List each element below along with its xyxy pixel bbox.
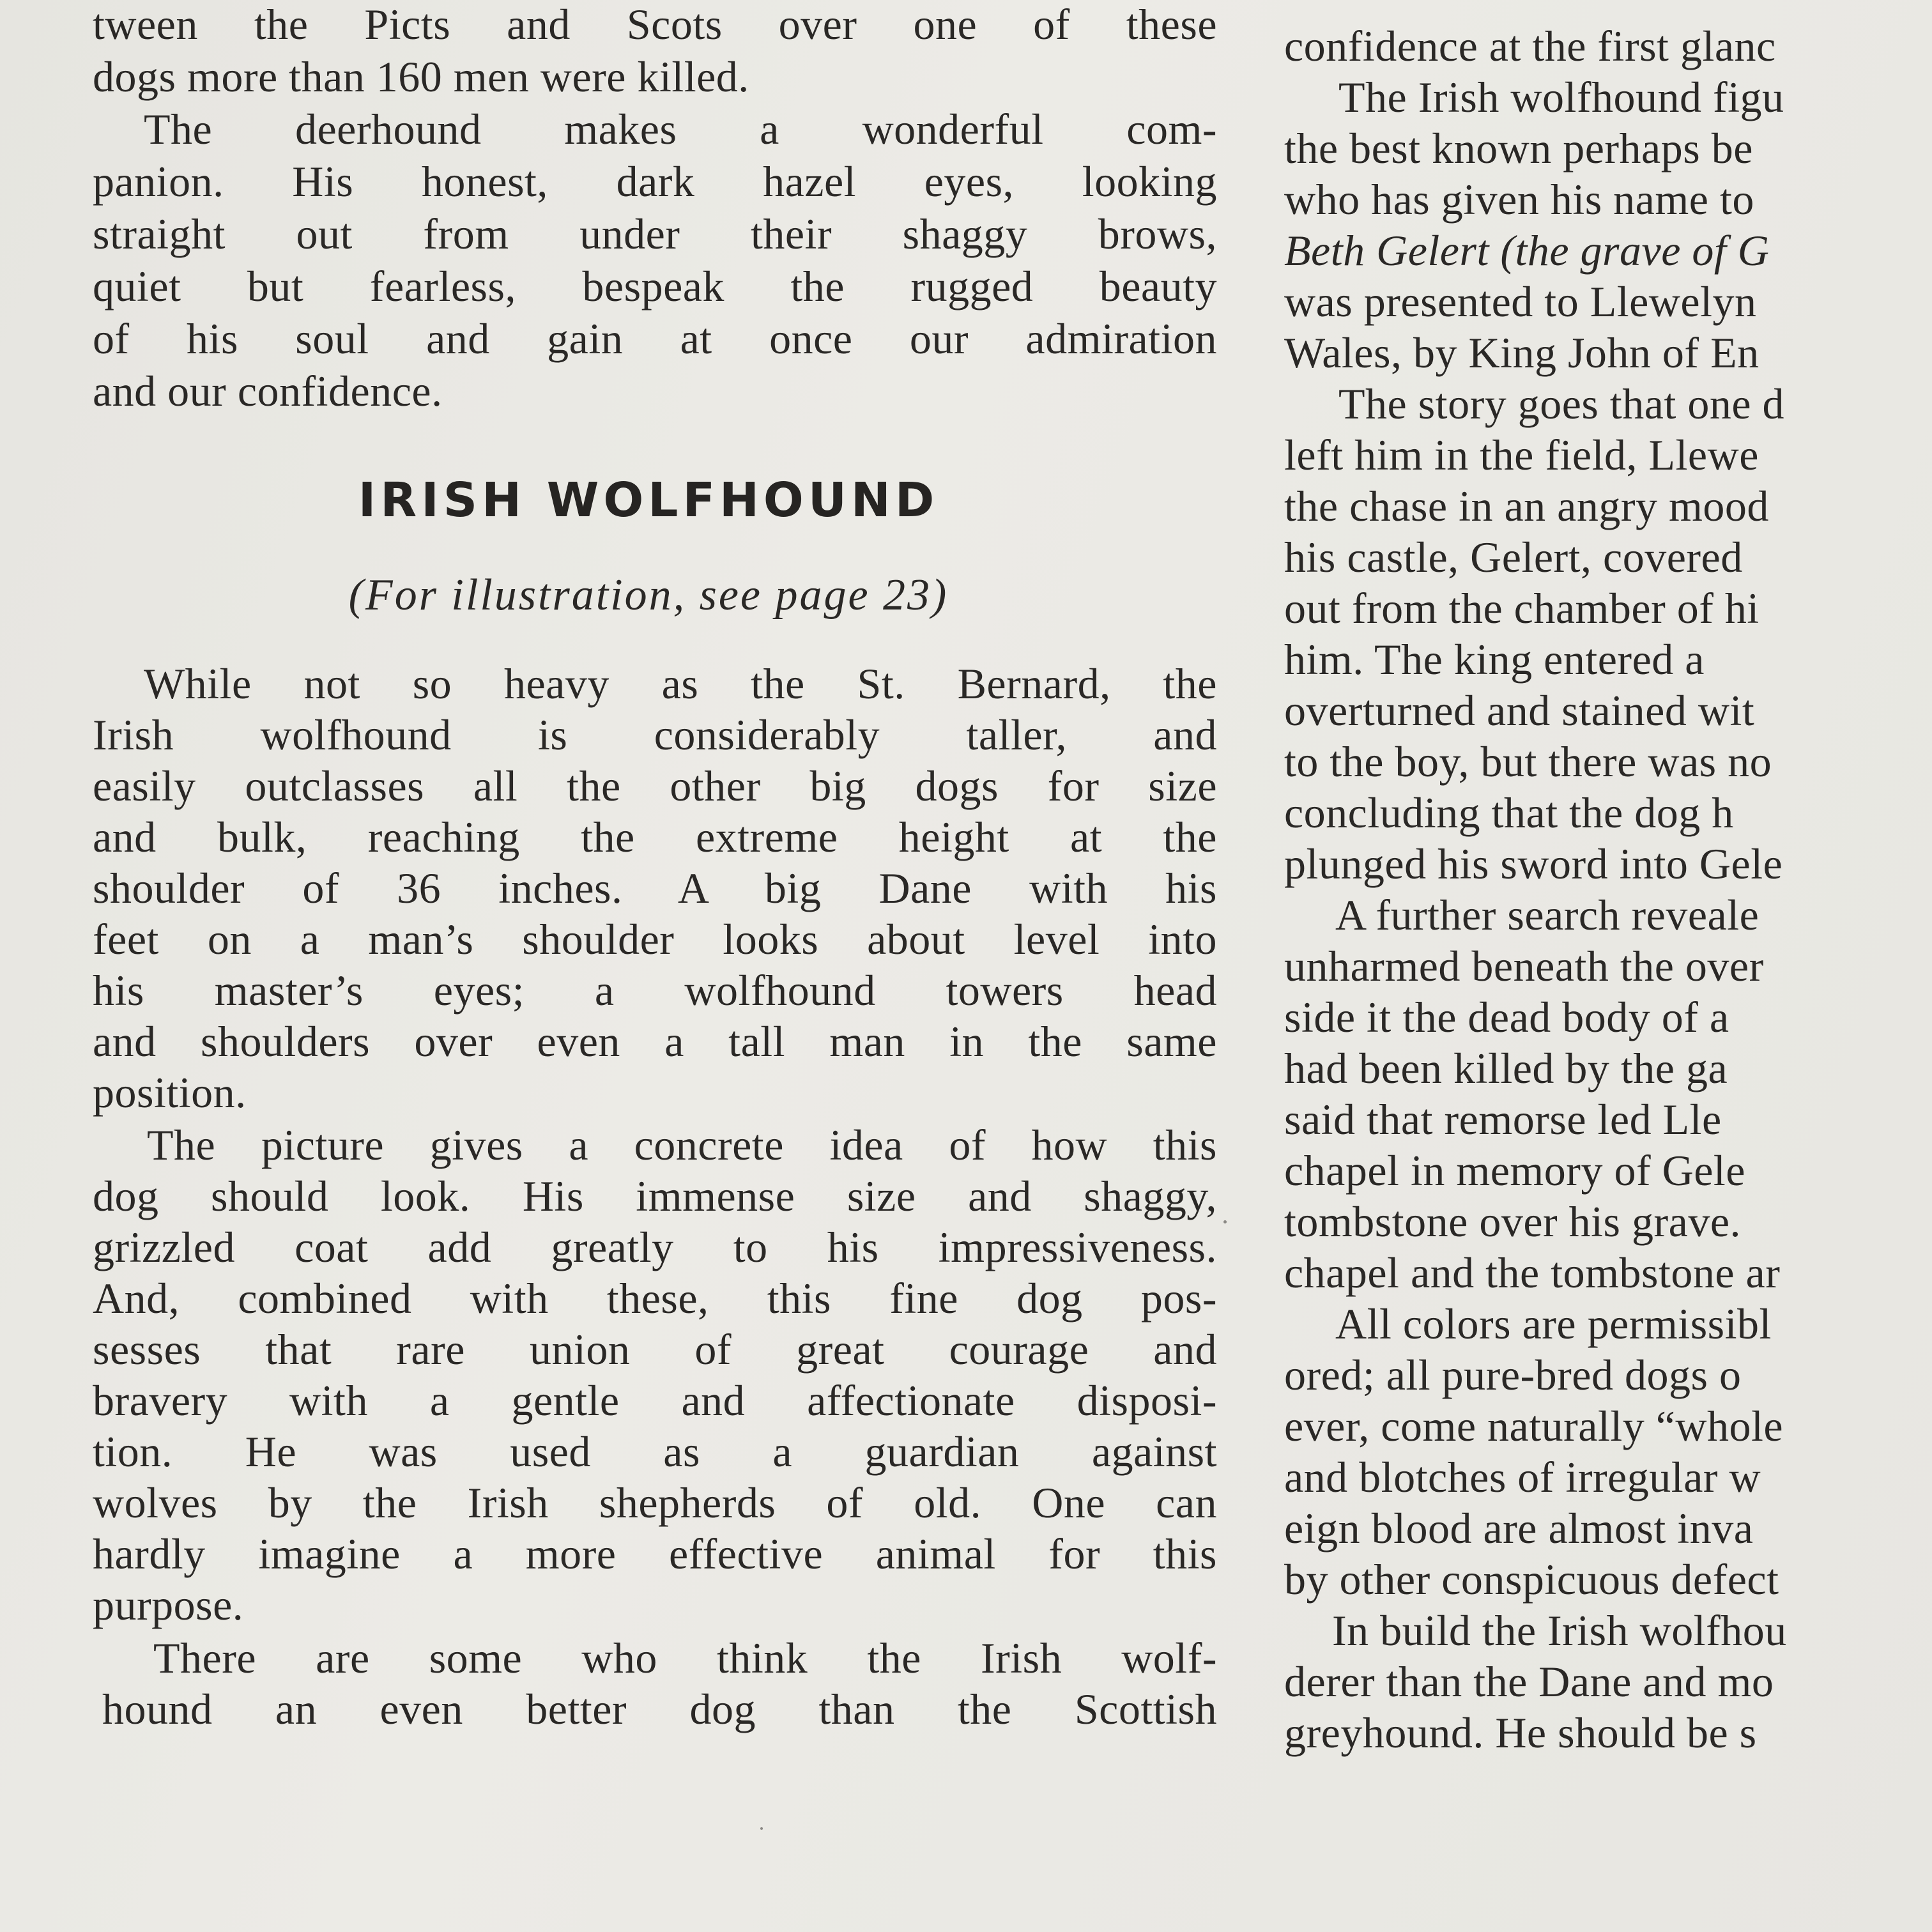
- paragraph-line: sesses that rare union of great courage and: [93, 1325, 1217, 1374]
- text-line: greyhound. He should be s: [1284, 1708, 1757, 1757]
- paragraph-line: bravery with a gentle and affectionate disposi-: [93, 1376, 1217, 1425]
- text-line: by other conspicuous defect: [1284, 1555, 1779, 1604]
- paragraph-line: and bulk, reaching the extreme height at the: [93, 813, 1217, 861]
- section-heading: IRISH WOLFHOUND: [358, 473, 939, 528]
- text-line: left him in the field, Llewe: [1284, 431, 1759, 479]
- paragraph-line: And, combined with these, this fine dog pos-: [93, 1274, 1217, 1322]
- deerhound-paragraph-line: The deerhound makes a wonderful com-: [144, 105, 1217, 153]
- text-line: and blotches of irregular w: [1284, 1453, 1761, 1501]
- text-line: unharmed beneath the over: [1284, 942, 1764, 990]
- paragraph-line: position.: [93, 1068, 247, 1117]
- text-line: said that remorse led Lle: [1284, 1095, 1722, 1144]
- deerhound-paragraph-line: and our confidence.: [93, 367, 443, 415]
- paragraph-line: tion. He was used as a guardian against: [93, 1427, 1217, 1476]
- deerhound-paragraph-line: straight out from under their shaggy brows,: [93, 210, 1217, 258]
- paragraph-line: grizzled coat add greatly to his impressiveness.: [93, 1223, 1217, 1271]
- text-line: concluding that the dog h: [1284, 788, 1734, 837]
- text-line: tween the Picts and Scots over one of these: [93, 0, 1217, 49]
- text-line: confidence at the first glanc: [1284, 22, 1776, 70]
- text-line: A further search reveale: [1335, 891, 1759, 939]
- deerhound-paragraph-line: panion. His honest, dark hazel eyes, looking: [93, 157, 1217, 206]
- paper-speck: [1223, 1220, 1227, 1223]
- text-line: ever, come naturally “whole: [1284, 1402, 1784, 1450]
- paragraph-line: There are some who think the Irish wolf-: [153, 1634, 1217, 1682]
- text-line: the chase in an angry mood: [1284, 482, 1769, 530]
- paragraph-line: While not so heavy as the St. Bernard, the: [144, 659, 1217, 708]
- text-line: chapel and the tombstone ar: [1284, 1248, 1781, 1297]
- paragraph-line: hound an even better dog than the Scottish: [102, 1685, 1217, 1733]
- illustration-note: (For illustration, see page 23): [348, 571, 949, 620]
- text-line: him. The king entered a: [1284, 635, 1705, 684]
- text-line: his castle, Gelert, covered: [1284, 533, 1743, 581]
- text-line: Wales, by King John of En: [1284, 328, 1759, 377]
- paragraph-line: Irish wolfhound is considerably taller, and: [93, 710, 1217, 759]
- paragraph-line: wolves by the Irish shepherds of old. One can: [93, 1478, 1217, 1527]
- text-line: had been killed by the ga: [1284, 1044, 1728, 1092]
- text-line: Beth Gelert (the grave of G: [1284, 226, 1770, 275]
- text-line: In build the Irish wolfhou: [1332, 1606, 1787, 1655]
- deerhound-paragraph-line: quiet but fearless, bespeak the rugged beauty: [93, 262, 1217, 310]
- paper-speck: [760, 1827, 763, 1830]
- text-line: overturned and stained wit: [1284, 686, 1755, 735]
- text-line: dogs more than 160 men were killed.: [93, 52, 749, 101]
- text-line: plunged his sword into Gele: [1284, 839, 1783, 888]
- paragraph-line: dog should look. His immense size and shaggy,: [93, 1172, 1217, 1220]
- text-line: to the boy, but there was no: [1284, 737, 1772, 786]
- paragraph-line: feet on a man’s shoulder looks about level into: [93, 915, 1217, 963]
- text-line: derer than the Dane and mo: [1284, 1657, 1774, 1706]
- text-line: was presented to Llewelyn: [1284, 277, 1757, 326]
- deerhound-paragraph-line: of his soul and gain at once our admiration: [93, 314, 1217, 363]
- text-line: ored; all pure-bred dogs o: [1284, 1351, 1742, 1399]
- paragraph-line: shoulder of 36 inches. A big Dane with his: [93, 864, 1217, 912]
- paragraph-line: and shoulders over even a tall man in the same: [93, 1017, 1217, 1066]
- text-line: chapel in memory of Gele: [1284, 1146, 1745, 1195]
- paragraph-line: purpose.: [93, 1581, 244, 1629]
- text-line: out from the chamber of hi: [1284, 584, 1759, 632]
- text-line: The Irish wolfhound figu: [1338, 73, 1784, 121]
- paragraph-line: The picture gives a concrete idea of how this: [147, 1121, 1217, 1169]
- paragraph-line: hardly imagine a more effective animal for this: [93, 1529, 1217, 1578]
- text-line: eign blood are almost inva: [1284, 1504, 1754, 1552]
- paragraph-line: his master’s eyes; a wolfhound towers head: [93, 966, 1217, 1015]
- text-line: the best known perhaps be: [1284, 124, 1753, 172]
- paragraph-line: easily outclasses all the other big dogs for size: [93, 762, 1217, 810]
- text-line: who has given his name to: [1284, 175, 1754, 224]
- text-line: The story goes that one d: [1338, 379, 1785, 428]
- text-line: tombstone over his grave.: [1284, 1197, 1742, 1246]
- text-line: side it the dead body of a: [1284, 993, 1729, 1041]
- text-line: All colors are permissibl: [1335, 1300, 1772, 1348]
